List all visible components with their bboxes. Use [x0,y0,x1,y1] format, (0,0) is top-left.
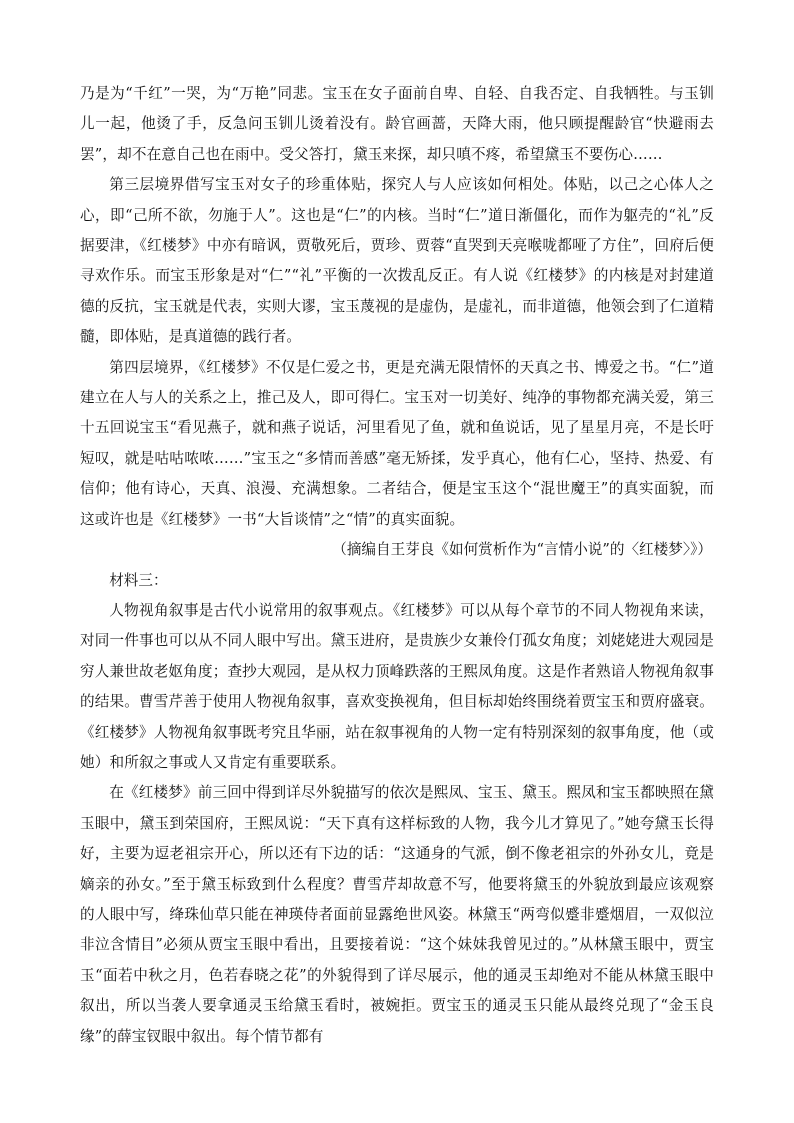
paragraph-3: 第四层境界，《红楼梦》不仅是仁爱之书，更是充满无限情怀的天真之书、博爱之书。“仁”道建立在人与人的关系之上，推己及人，即可得仁。宝玉对一切美好、纯净的事物都充满关爱，第三十五回说宝玉“看见燕子，就和燕子说话，河里看见了鱼，就和鱼说话，见了星星月亮，不是长吁短叹，就是咕咕哝哝……”宝玉之“多情而善感”毫无矫揉，发乎真心，他有仁心，坚持、热爱、有信仰；他有诗心，天真、浪漫、充满想象。二者结合，便是宝玉这个“混世魔王”的真实面貌，而这或许也是《红楼梦》一书“大旨谈情”之“情”的真实面貌。 [80,358,714,528]
source-citation: （摘编自王芽良《如何赏析作为“言情小说”的〈红楼梦〉》） [332,541,712,559]
material-paragraph-2: 在《红楼梦》前三回中得到详尽外貌描写的依次是熙凤、宝玉、黛玉。熙凤和宝玉都映照在黛玉眼中，黛玉到荣国府，王熙凤说：“天下真有这样标致的人物，我今儿才算见了。”她夸黛玉长得好，主要为逗老祖宗开心，所以还有下边的话：“这通身的气派，倒不像老祖宗的外孙女儿，竟是嫡亲的孙女。”至于黛玉标致到什么程度？曹雪芹却故意不写，他要将黛玉的外貌放到最应该观察的人眼中写，绛珠仙草只能在神瑛侍者面前显露绝世风姿。林黛玉“两弯似蹙非蹙烟眉，一双似泣非泣含情目”必须从贾宝玉眼中看出，且要接着说：“这个妹妹我曾见过的。”从林黛玉眼中，贾宝玉“面若中秋之月，色若春晓之花”的外貌得到了详尽展示，他的通灵玉却绝对不能从林黛玉眼中叙出，所以当袭人要拿通灵玉给黛玉看时，被婉拒。贾宝玉的通灵玉只能从最终兑现了“金玉良缘”的薛宝钗眼中叙出。每个情节都有 [80,784,714,1045]
material-three-heading: 材料三： [109,571,168,589]
paragraph-1: 乃是为“千红”一哭，为“万艳”同悲。宝玉在女子面前自卑、自轻、自我否定、自我牺牲。与玉钏儿一起，他烫了手，反急问玉钏儿烫着没有。龄官画蔷，天降大雨，他只顾提醒龄官“快避雨去罢”，却不在意自己也在雨中。受父答打，黛玉来探，却只嗔不疼，希望黛玉不要伤心…… [80,85,714,163]
paragraph-2: 第三层境界借写宝玉对女子的珍重体贴，探究人与人应该如何相处。体贴，以己之心体人之心，即“己所不欲，勿施于人”。这也是“仁”的内核。当时“仁”道日渐僵化，而作为躯壳的“礼”反据要津，《红楼梦》中亦有暗讽，贾敬死后，贾珍、贾蓉“直哭到天亮喉咙都哑了方住”，回府后便寻欢作乐。而宝玉形象是对“仁”“礼”平衡的一次拨乱反正。有人说《红楼梦》的内核是对封建道德的反抗，宝玉就是代表，实则大谬，宝玉蔑视的是虚伪，是虚礼，而非道德，他领会到了仁道精髓，即体贴，是真道德的践行者。 [80,176,714,346]
material-paragraph-1: 人物视角叙事是古代小说常用的叙事观点。《红楼梦》可以从每个章节的不同人物视角来读，对同一件事也可以从不同人眼中写出。黛玉进府，是贵族少女兼伶仃孤女角度；刘姥姥进大观园是穷人兼世故老妪角度；查抄大观园，是从权力顶峰跌落的王熙凤角度。这是作者熟谙人物视角叙事的结果。曹雪芹善于使用人物视角叙事，喜欢变换视角，但目标却始终围绕着贾宝玉和贾府盛衰。《红楼梦》人物视角叙事既考究且华丽，站在叙事视角的人物一定有特别深刻的叙事角度，他（或她）和所叙之事或人又肯定有重要联系。 [80,601,714,771]
